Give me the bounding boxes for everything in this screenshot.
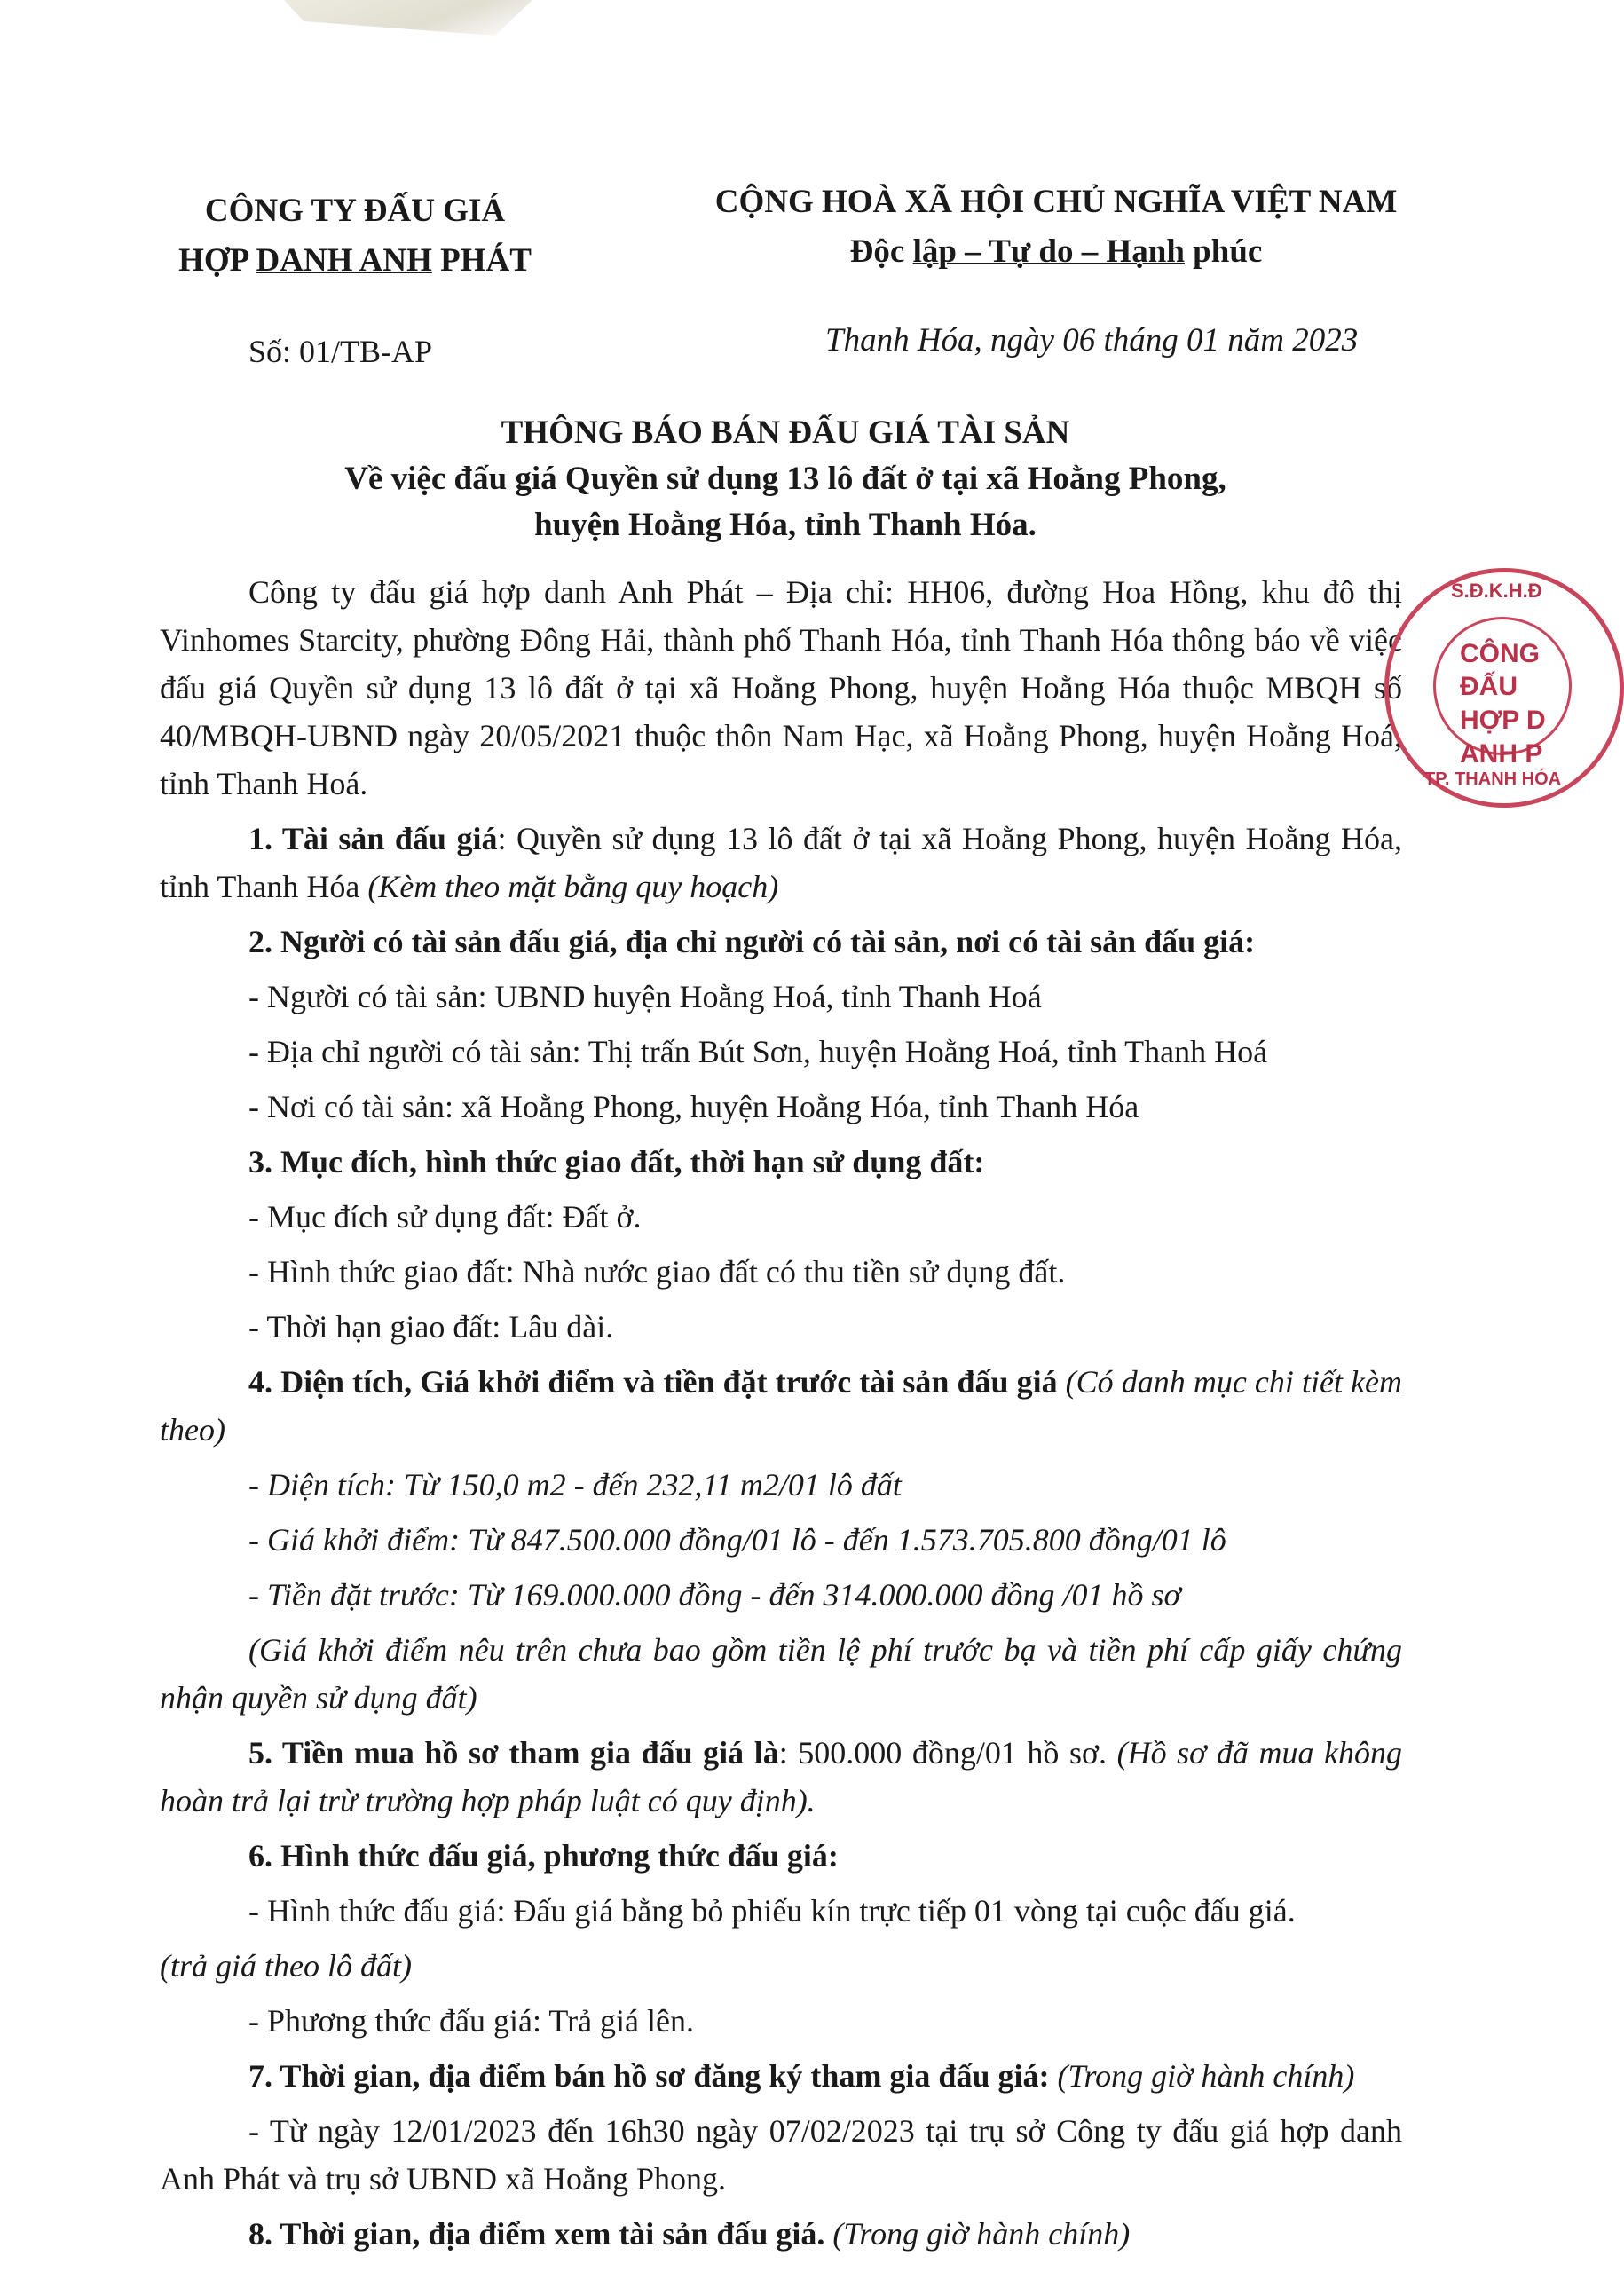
section-8-heading: 8. Thời gian, địa điểm xem tài sản đấu giá. (Trong giờ hành chính): [248, 2216, 1131, 2252]
section-7-item: - Từ ngày 12/01/2023 đến 16h30 ngày 07/02/2023 tại trụ sở Công ty đấu giá hợp danh Anh Phát và trụ sở UBND xã Hoằng Phong.: [160, 2113, 1402, 2197]
section-6-item: - Phương thức đấu giá: Trả giá lên.: [248, 2003, 695, 2039]
section-1: 1. Tài sản đấu giá: Quyền sử dụng 13 lô đất ở tại xã Hoằng Phong, huyện Hoằng Hóa, tỉnh Thanh Hóa (Kèm theo mặt bằng quy hoạch): [160, 821, 1402, 904]
section-6-item: - Hình thức đấu giá: Đấu giá bằng bỏ phiếu kín trực tiếp 01 vòng tại cuộc đấu giá.: [248, 1893, 1296, 1929]
title-line2: Về việc đấu giá Quyền sử dụng 13 lô đất ở tại xã Hoằng Phong,: [344, 460, 1226, 497]
section-2-item: - Người có tài sản: UBND huyện Hoằng Hoá, tỉnh Thanh Hoá: [248, 979, 1042, 1014]
section-4-item: - Giá khởi điểm: Từ 847.500.000 đồng/01 lô - đến 1.573.705.800 đồng/01 lô: [248, 1522, 1226, 1558]
section-4-item: - Tiền đặt trước: Từ 169.000.000 đồng - đến 314.000.000 đồng /01 hồ sơ: [248, 1577, 1181, 1613]
section-4-footnote: (Giá khởi điểm nêu trên chưa bao gồm tiền lệ phí trước bạ và tiền phí cấp giấy chứng nhận quyền sử dụng đất): [160, 1632, 1402, 1716]
document-body: [160, 568, 1402, 2265]
section-5: 5. Tiền mua hồ sơ tham gia đấu giá là: 500.000 đồng/01 hồ sơ. (Hồ sơ đã mua không hoàn trả lại trừ trường hợp pháp luật có quy định).: [160, 1735, 1403, 1818]
seal-ring-top: S.Đ.K.H.Đ: [1451, 580, 1542, 602]
seal-line: ANH P: [1460, 739, 1543, 769]
issuer-line2: HỢP DANH ANH PHÁT: [178, 241, 532, 279]
section-6-heading: 6. Hình thức đấu giá, phương thức đấu giá:: [248, 1838, 839, 1874]
section-6-item-note: (trả giá theo lô đất): [160, 1948, 412, 1984]
paper-fold-corner: [284, 0, 532, 36]
national-header: [683, 178, 1429, 276]
seal-line: CÔNG: [1460, 639, 1540, 668]
issuer-line1: CÔNG TY ĐẤU GIÁ: [204, 193, 506, 229]
issuer-block: [169, 186, 541, 285]
section-3-item: - Thời hạn giao đất: Lâu dài.: [248, 1309, 614, 1345]
section-3-item: - Mục đích sử dụng đất: Đất ở.: [248, 1199, 642, 1235]
seal-ring-bottom: TP. THANH HÓA: [1424, 769, 1562, 789]
title-line3: huyện Hoằng Hóa, tỉnh Thanh Hóa.: [534, 506, 1037, 543]
seal-line: ĐẤU: [1460, 672, 1518, 701]
document-date: Thanh Hóa, ngày 06 tháng 01 năm 2023: [825, 322, 1359, 359]
section-2-heading: 2. Người có tài sản đấu giá, địa chỉ người có tài sản, nơi có tài sản đấu giá:: [248, 924, 1256, 959]
document-title: [142, 410, 1429, 548]
intro-paragraph: Công ty đấu giá hợp danh Anh Phát – Địa chỉ: HH06, đường Hoa Hồng, khu đô thị Vinhomes Starcity, phường Đông Hải, thành phố Thanh Hóa, tỉnh Thanh Hóa thông báo về việc đấu giá Quyền sử dụng 13 lô đất ở tại xã Hoằng Phong, huyện Hoằng Hóa thuộc MBQH số 40/MBQH-UBND ngày 20/05/2021 thuộc thôn Nam Hạc, xã Hoằng Phong, huyện Hoằng Hoá, tỉnh Thanh Hoá.: [160, 574, 1402, 801]
section-2-item: - Nơi có tài sản: xã Hoằng Phong, huyện Hoằng Hóa, tỉnh Thanh Hóa: [248, 1089, 1139, 1124]
section-4-item: - Diện tích: Từ 150,0 m2 - đến 232,11 m2/01 lô đất: [248, 1467, 902, 1503]
seal-line: HỢP D: [1460, 706, 1546, 735]
company-seal: [1384, 568, 1624, 808]
section-3-heading: 3. Mục đích, hình thức giao đất, thời hạn sử dụng đất:: [248, 1144, 985, 1179]
nation-name: CỘNG HOÀ XÃ HỘI CHỦ NGHĨA VIỆT NAM: [714, 184, 1398, 220]
motto: Độc lập – Tự do – Hạnh phúc: [849, 233, 1263, 270]
section-4-heading: 4. Diện tích, Giá khởi điểm và tiền đặt trước tài sản đấu giá (Có danh mục chi tiết kèm theo): [160, 1364, 1402, 1448]
section-2-item: - Địa chỉ người có tài sản: Thị trấn Bút Sơn, huyện Hoằng Hoá, tỉnh Thanh Hoá: [248, 1034, 1268, 1069]
document-number: Số: 01/TB-AP: [248, 334, 433, 369]
section-7-heading: 7. Thời gian, địa điểm bán hồ sơ đăng ký tham gia đấu giá: (Trong giờ hành chính): [248, 2058, 1355, 2094]
section-3-item: - Hình thức giao đất: Nhà nước giao đất có thu tiền sử dụng đất.: [248, 1254, 1066, 1290]
title-line1: THÔNG BÁO BÁN ĐẤU GIÁ TÀI SẢN: [501, 414, 1070, 451]
